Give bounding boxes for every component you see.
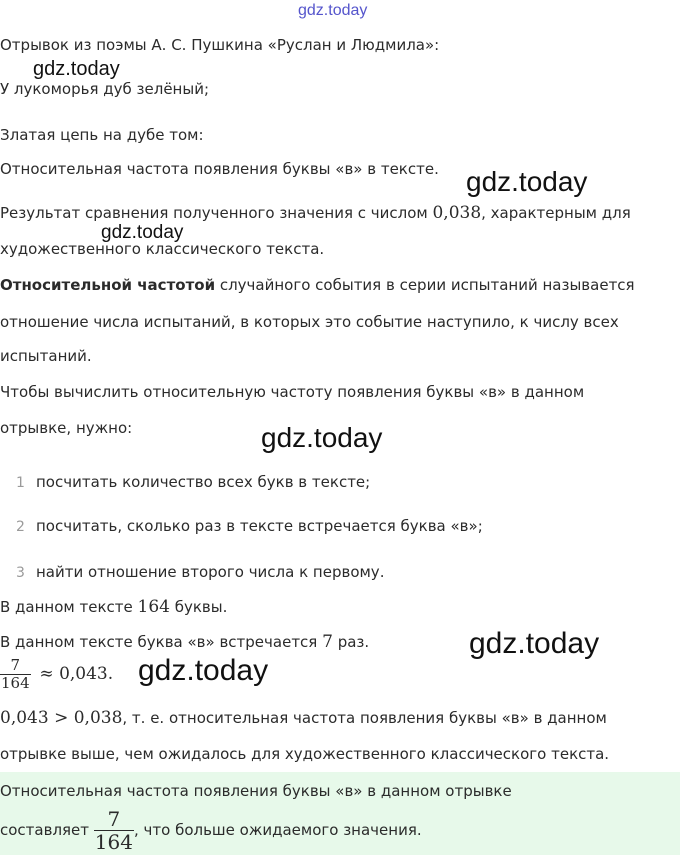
watermark: gdz.today [469,627,600,660]
answer-box [0,772,680,855]
v-count-pre: В данном тексте буква «в» встречается [0,633,323,651]
answer-pre: составляет [0,821,94,839]
task-2-pre: Результат сравнения полученного значения с числом [0,204,433,222]
letter-count-pre: В данном тексте [0,598,138,616]
howto-line-2: отрывке, нужно: [0,419,133,437]
v-count-post: раз. [332,633,370,651]
step-1-text: посчитать количество всех букв в тексте; [36,473,371,491]
calc-numerator: 7 [10,656,21,674]
comparison-line-2: отрывке выше, чем ожидалось для художественного классического текста. [0,745,610,763]
task-2-number: 0,038 [432,203,482,223]
calc-result: ≈ 0,043. [39,663,114,684]
v-count-number: 7 [322,632,333,652]
definition-rest: случайного события в серии испытаний называется [215,276,635,294]
step-1-number: 1 [16,475,25,491]
comparison-math: 0,043 > 0,038 [0,708,123,728]
definition-line-2: отношение числа испытаний, в которых это событие наступило, к числу всех [0,313,619,331]
howto-line-1: Чтобы вычислить относительную частоту появления буквы «в» в данном [0,383,585,401]
answer-fraction [94,808,134,853]
letter-count-number: 164 [137,597,170,617]
letter-count [0,597,227,617]
calc-fraction [0,657,31,691]
step-3-number: 3 [16,565,25,581]
comparison-line-1 [0,708,607,728]
task-2-line-2: художественного классического текста. [0,240,325,258]
definition-term: Относительной частотой [0,276,216,294]
watermark: gdz.today [101,222,184,243]
watermark: gdz.today [466,166,588,197]
v-count [0,632,369,652]
watermark: gdz.today [33,58,120,80]
definition-line-1 [0,276,635,294]
calculation [0,657,113,691]
task-2 [0,203,631,223]
step-2-number: 2 [16,519,25,535]
intro-text: Отрывок из поэмы А. С. Пушкина «Руслан и Людмила»: [0,36,440,54]
answer-denominator: 164 [94,830,133,854]
answer-line-1: Относительная частота появления буквы «в» в данном отрывке [0,782,512,800]
task-2-post: , характерным для [481,204,631,222]
answer-post: , что больше ожидаемого значения. [133,821,422,839]
watermark: gdz.today [261,422,383,453]
step-2-text: посчитать, сколько раз в тексте встречается буква «в»; [36,517,483,535]
poem-line-1: У лукоморья дуб зелёный; [0,80,209,98]
poem-line-2: Златая цепь на дубе том: [0,126,204,144]
watermark-top: gdz.today [298,2,368,19]
answer-numerator: 7 [107,807,121,831]
step-3-text: найти отношение второго числа к первому. [36,563,385,581]
calc-denominator: 164 [1,673,30,692]
definition-line-3: испытаний. [0,347,92,365]
answer-line-2 [0,808,422,853]
task-1: Относительная частота появления буквы «в» в тексте. [0,160,439,178]
comparison-text: , т. е. относительная частота появления буквы «в» в данном [122,709,607,727]
letter-count-post: буквы. [169,598,228,616]
watermark: gdz.today [138,654,269,687]
